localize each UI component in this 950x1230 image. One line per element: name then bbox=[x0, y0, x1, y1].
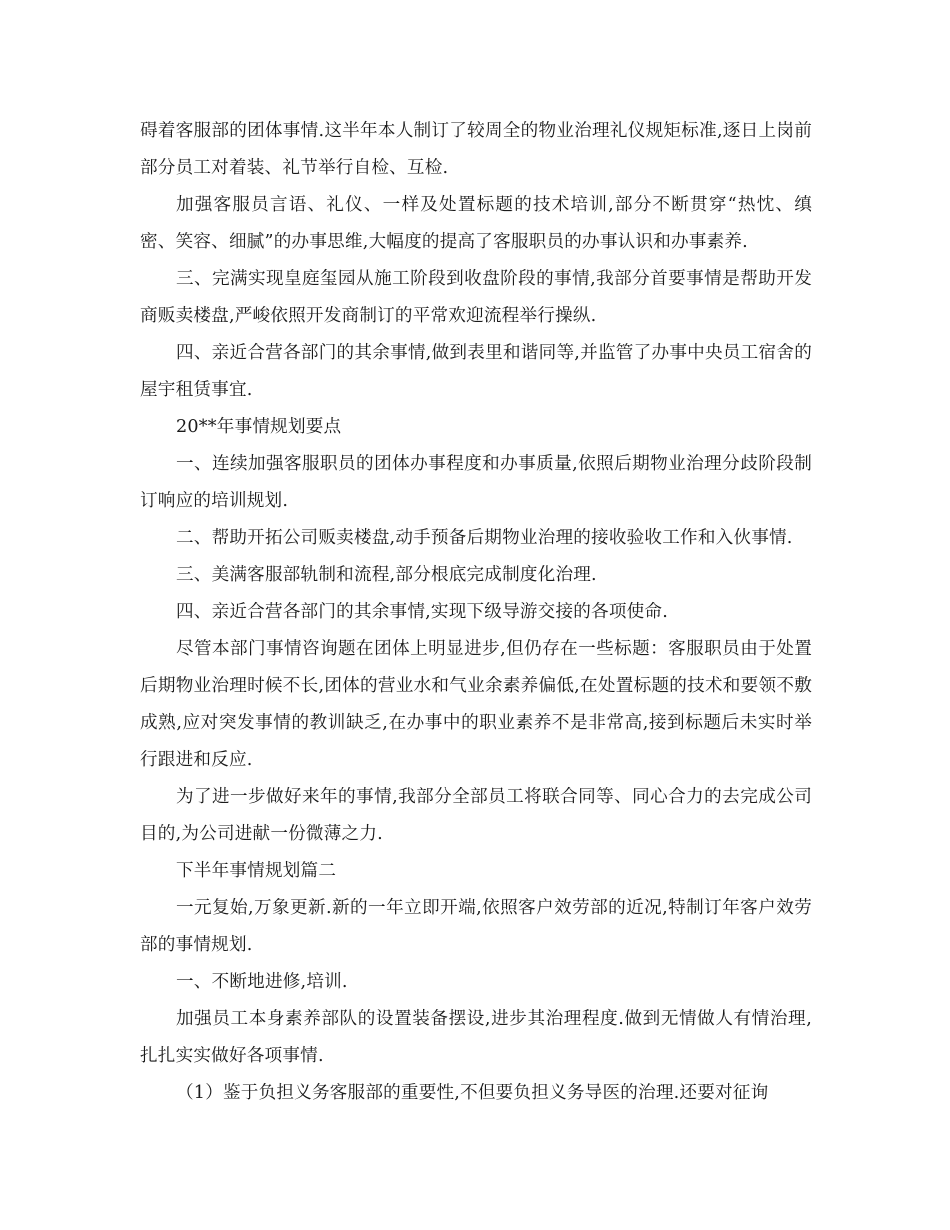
paragraph: 三、美满客服部轨制和流程,部分根底完成制度化治理. bbox=[176, 565, 597, 585]
document-body bbox=[140, 113, 812, 1112]
section-heading: 下半年事情规划篇二 bbox=[176, 861, 337, 881]
paragraph: 加强客服员言语、礼仪、一样及处置标题的技术培训,部分不断贯穿“热忱、缜密、笑容、细腻”的办事思维,大幅度的提高了客服职员的办事认识和办事素养. bbox=[140, 195, 812, 252]
paragraph: 一元复始,万象更新.新的一年立即开端,依照客户效劳部的近况,特制订年客户效劳部的事情规划. bbox=[140, 898, 812, 955]
paragraph: 为了进一步做好来年的事情,我部分全部员工将联合同等、同心合力的去完成公司目的,为公司进献一份微薄之力. bbox=[140, 787, 812, 844]
paragraph: 四、亲近合营各部门的其余事情,做到表里和谐同等,并监管了办事中央员工宿舍的屋宇租赁事宜. bbox=[140, 343, 812, 400]
paragraph: 一、连续加强客服职员的团体办事程度和办事质量,依照后期物业治理分歧阶段制订响应的培训规划. bbox=[140, 454, 812, 511]
paragraph: 二、帮助开拓公司贩卖楼盘,动手预备后期物业治理的接收验收工作和入伙事情. bbox=[176, 528, 793, 548]
paragraph: 碍着客服部的团体事情.这半年本人制订了较周全的物业治理礼仪规矩标准,逐日上岗前部分员工对着装、礼节举行自检、互检. bbox=[140, 121, 812, 178]
paragraph: 三、完满实现皇庭玺园从施工阶段到收盘阶段的事情,我部分首要事情是帮助开发商贩卖楼盘,严峻依照开发商制订的平常欢迎流程举行操纵. bbox=[140, 269, 812, 326]
paragraph: 一、不断地进修,培训. bbox=[176, 972, 348, 992]
section-heading: 20**年事情规划要点 bbox=[176, 417, 342, 437]
paragraph: （1）鉴于负担义务客服部的重要性,不但要负担义务导医的治理.还要对征询 bbox=[176, 1083, 769, 1103]
paragraph: 尽管本部门事情咨询题在团体上明显进步,但仍存在一些标题：客服职员由于处置后期物业治理时候不长,团体的营业水和气业余素养偏低,在处置标题的技术和要领不敷成熟,应对突发事情的教训缺乏,在办事中的职业素养不是非常高,接到标题后未实时举行跟进和反应. bbox=[140, 639, 812, 770]
paragraph: 四、亲近合营各部门的其余事情,实现下级导游交接的各项使命. bbox=[176, 602, 669, 622]
paragraph: 加强员工本身素养部队的设置装备摆设,进步其治理程度.做到无情做人有情治理,扎扎实实做好各项事情. bbox=[140, 1009, 812, 1066]
